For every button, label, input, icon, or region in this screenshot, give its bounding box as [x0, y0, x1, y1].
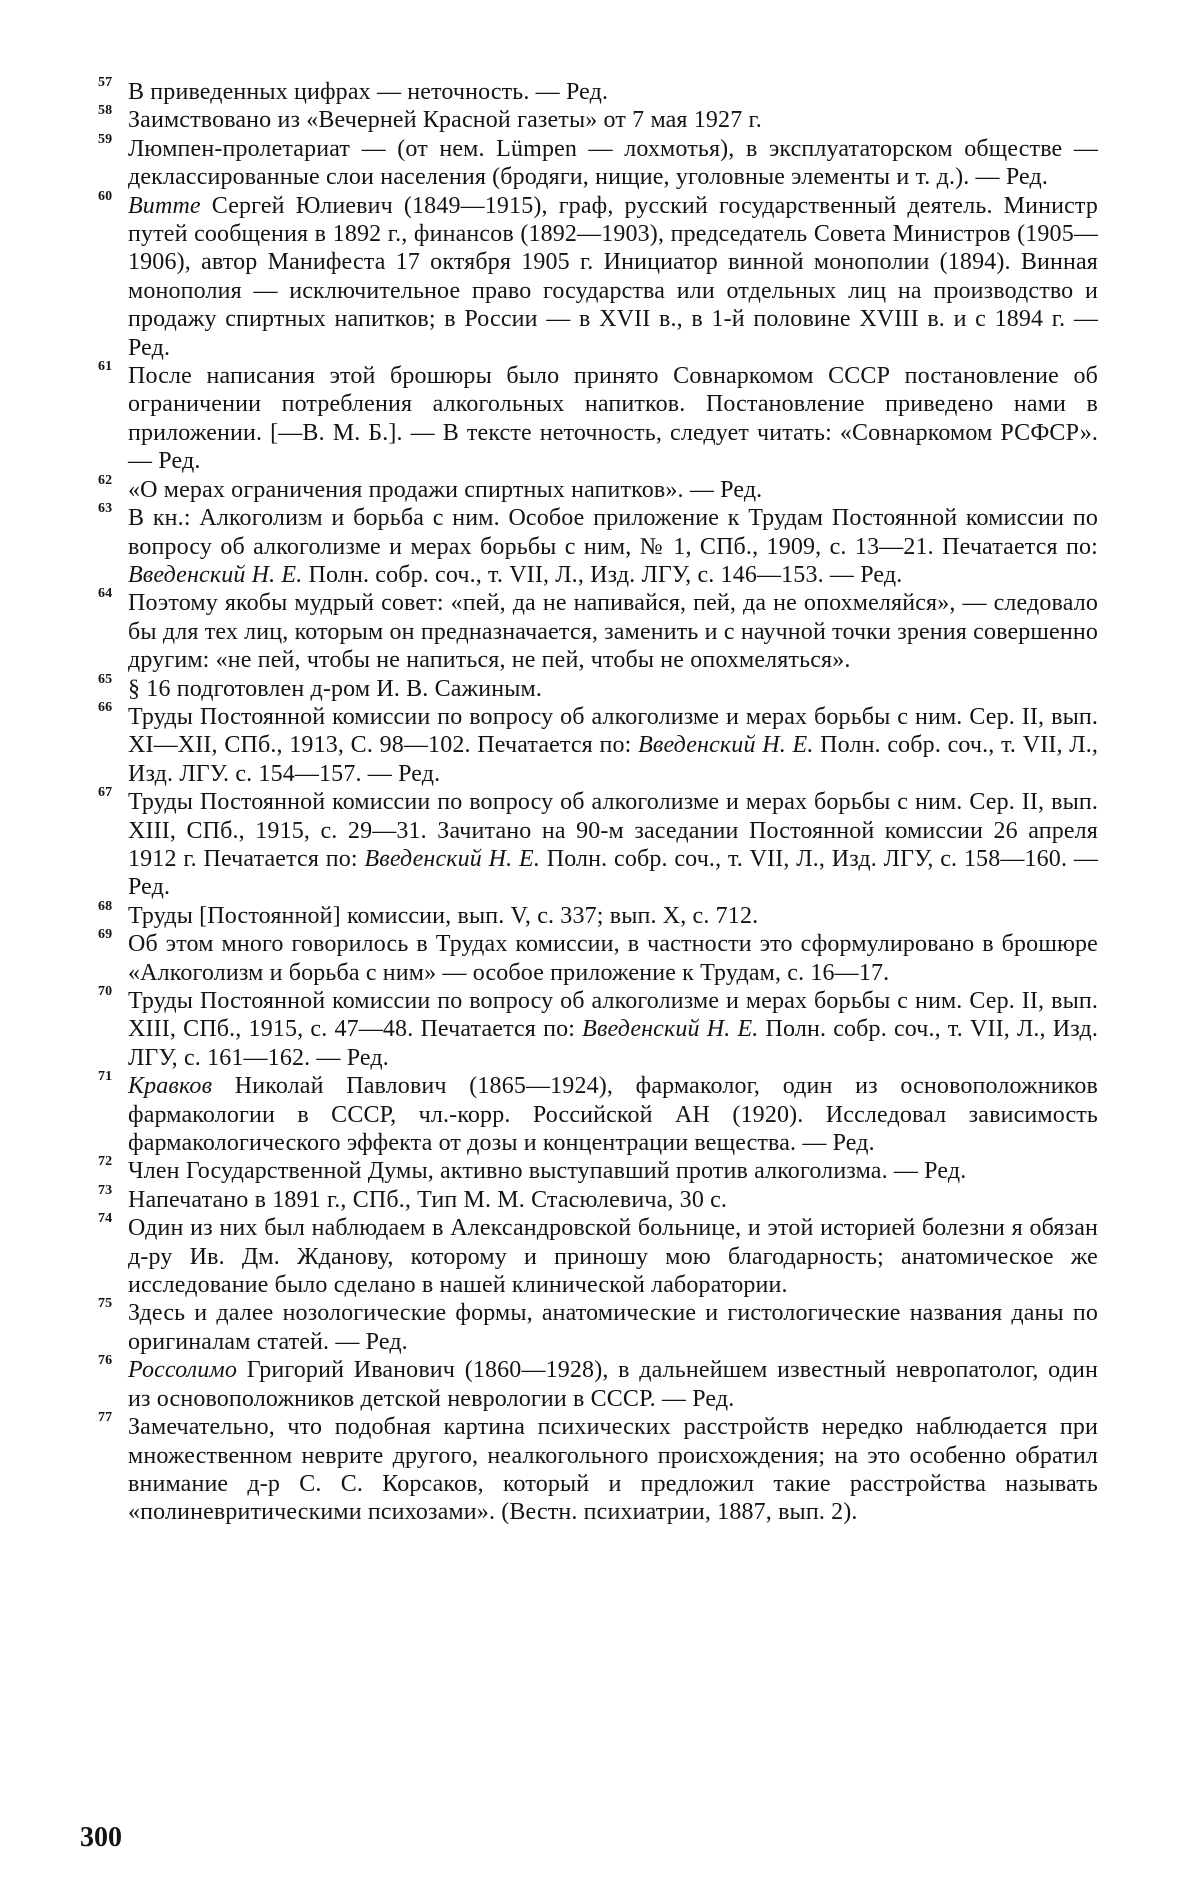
person-name: Витте [128, 192, 201, 219]
footnote-text: Люмпен-пролетариат — (от нем. Lümpen — лохмотья), в эксплуататорском обществе — деклассированные слои населения (бродяги, нищие, уголовные элементы и т. д.). — Ред. [128, 135, 1098, 191]
footnote-text: Один из них был наблюдаем в Александровской больнице, и этой историей болезни я обязан д-ру Ив. Дм. Жданову, которому и приношу мою благодарность; анатомическое же исследование было сделано в нашей клинической лаборатории. [128, 1215, 1098, 1299]
footnote-text: Поэтому якобы мудрый совет: «пей, да не напивайся, пей, да не опохмеляйся», — следовало бы для тех лиц, которым он предназначается, заменить и с научной точки зрения совершенно другим: «не пей, чтобы не напиться, не пей, чтобы не опохмеляться». [128, 590, 1098, 674]
footnote-number: 70 [98, 984, 113, 999]
footnote-66 [98, 699, 1098, 788]
footnote-text: «О мерах ограничения продажи спиртных напитков». — Ред. [128, 476, 763, 503]
page-number: 300 [80, 1822, 122, 1853]
footnote-number: 75 [98, 1296, 113, 1312]
footnote-62 [98, 472, 1098, 504]
footnote-text: Замечательно, что подобная картина психических расстройств нередко наблюдается при множественном неврите другого, неалкогольного происхождения; на это особенно обратил внимание д-р С. С. Корсаков, который и предложил такие расстройства называть «полиневритическими психозами». (Вестн. психиатрии, 1887, вып. 2). [128, 1414, 1098, 1526]
author-name: Введенский Н. Е. [638, 732, 814, 759]
author-name: Введенский Н. Е. [364, 845, 540, 872]
footnote-text: Член Государственной Думы, активно выступавший против алкоголизма. — Ред. [128, 1158, 967, 1185]
footnote-text: § 16 подготовлен д-ром И. В. Сажиным. [128, 675, 543, 702]
footnote-77 [98, 1410, 1098, 1527]
footnote-text: Заимствовано из «Вечерней Красной газеты» от 7 мая 1927 г. [128, 107, 762, 134]
footnote-number: 65 [98, 671, 113, 687]
footnote-text: Труды Постоянной комиссии по вопросу об алкоголизме и мерах борьбы с ним. Сер. II, вып. XIII, СПб., 1915, с. 47—48. Печатается по: [128, 988, 1098, 1043]
footnote-number: 73 [98, 1182, 113, 1198]
author-name: Введенский Н. Е. [582, 1016, 759, 1043]
footnote-text-end: Полн. собр. соч., т. VII, Л., Изд. ЛГУ. с. 154—157. — Ред. [128, 732, 1098, 787]
footnote-number: 57 [98, 75, 113, 90]
footnote-number: 67 [98, 785, 113, 801]
footnote-number: 62 [98, 472, 113, 488]
footnote-63 [98, 501, 1098, 589]
footnote-text: В приведенных цифрах — неточность. — Ред. [128, 79, 609, 105]
footnote-69 [98, 927, 1098, 987]
footnote-text: Здесь и далее нозологические формы, анатомические и гистологические названия даны по оригиналам статей. — Ред. [128, 1300, 1098, 1355]
footnote-text-end: Полн. собр. соч., т. VII, Л., Изд. ЛГУ, с. 158—160. — Ред. [128, 845, 1098, 901]
footnote-text: Николай Павлович (1865—1924), фармаколог, один из основоположников фармакологии в СССР, чл.-корр. Российской АН (1920). Исследовал зависимость фармакологического эффекта от дозы и концентрации вещества. — Ред. [128, 1073, 1098, 1157]
footnote-number: 77 [98, 1410, 113, 1426]
footnote-number: 76 [98, 1353, 113, 1369]
footnote-61 [98, 359, 1098, 476]
footnote-74 [98, 1211, 1098, 1299]
footnote-number: 61 [98, 359, 113, 375]
footnote-text-end: Полн. собр. соч., т. VII, Л., Изд. ЛГУ, с. 146—153. — Ред. [302, 561, 903, 588]
footnote-text: В кн.: Алкоголизм и борьба с ним. Особое приложение к Трудам Постоянной комиссии по вопросу об алкоголизме и мерах борьбы с ним, № 1, СПб., 1909, с. 13—21. Печатается по: [128, 505, 1098, 560]
footnote-text: Григорий Иванович (1860—1928), в дальнейшем известный невропатолог, один из основоположников детской неврологии в СССР. — Ред. [128, 1357, 1098, 1412]
footnote-60 [98, 188, 1098, 362]
footnote-number: 69 [98, 927, 113, 943]
footnote-number: 59 [98, 131, 113, 147]
footnotes-list [98, 75, 1098, 1527]
footnote-number: 63 [98, 501, 113, 517]
footnote-number: 72 [98, 1154, 113, 1170]
footnote-number: 68 [98, 898, 113, 914]
footnote-number: 71 [98, 1069, 113, 1085]
footnote-73 [98, 1182, 1098, 1214]
footnote-number: 66 [98, 699, 113, 715]
footnote-number: 74 [98, 1211, 113, 1227]
footnote-number: 64 [98, 586, 113, 602]
footnote-text: Труды [Постоянной] комиссии, вып. V, с. 337; вып. X, с. 712. [128, 902, 759, 929]
footnote-65 [98, 671, 1098, 703]
footnote-number: 60 [98, 188, 113, 204]
footnote-58 [98, 103, 1098, 134]
footnote-number: 58 [98, 103, 113, 119]
person-name: Кравков [128, 1073, 213, 1100]
footnote-57 [98, 75, 1098, 106]
footnote-72 [98, 1154, 1098, 1185]
footnote-text: После написания этой брошюры было принято Совнаркомом СССР постановление об ограничении потребления алкогольных напитков. Постановление приведено нами в приложении. [—В. М. Б.]. — В тексте неточность, следует читать: «Совнаркомом РСФСР». — Ред. [128, 363, 1098, 475]
footnote-64 [98, 586, 1098, 674]
footnote-75 [98, 1296, 1098, 1356]
footnote-text: Об этом много говорилось в Трудах комиссии, в частности это сформулировано в брошюре «Алкоголизм и борьба с ним» — особое приложение к Трудам, с. 16—17. [128, 931, 1098, 986]
footnote-text: Труды Постоянной комиссии по вопросу об алкоголизме и мерах борьбы с ним. Сер. II, вып. XIII, СПб., 1915, с. 29—31. Зачитано на 90-м заседании Постоянной комиссии 26 апреля 1912 г. Печатается по: [128, 789, 1098, 872]
footnote-text: Напечатано в 1891 г., СПб., Тип М. М. Стасюлевича, 30 с. [128, 1186, 728, 1213]
footnote-text-end: Полн. собр. соч., т. VII, Л., Изд. ЛГУ, с. 161—162. — Ред. [128, 1016, 1098, 1071]
footnote-76 [98, 1353, 1098, 1413]
footnote-text: Сергей Юлиевич (1849—1915), граф, русский государственный деятель. Министр путей сообщения в 1892 г., финансов (1892—1903), председатель Совета Министров (1905—1906), автор Манифеста 17 октября 1905 г. Инициатор винной монополии (1894). Винная монополия — исключительное право государства или отдельных лиц на производство и продажу спиртных напитков; в России — в XVII в., в 1-й половине XVIII в. и с 1894 г. — Ред. [128, 192, 1098, 361]
footnote-67 [98, 785, 1098, 902]
footnote-68 [98, 898, 1098, 930]
author-name: Введенский Н. Е. [128, 561, 303, 588]
footnote-text: Труды Постоянной комиссии по вопросу об алкоголизме и мерах борьбы с ним. Сер. II, вып. XI—XII, СПб., 1913, С. 98—102. Печатается по: [128, 703, 1098, 759]
footnote-71 [98, 1069, 1098, 1157]
footnote-59 [98, 131, 1098, 192]
person-name: Россолимо [128, 1357, 238, 1384]
footnote-70 [98, 984, 1098, 1072]
